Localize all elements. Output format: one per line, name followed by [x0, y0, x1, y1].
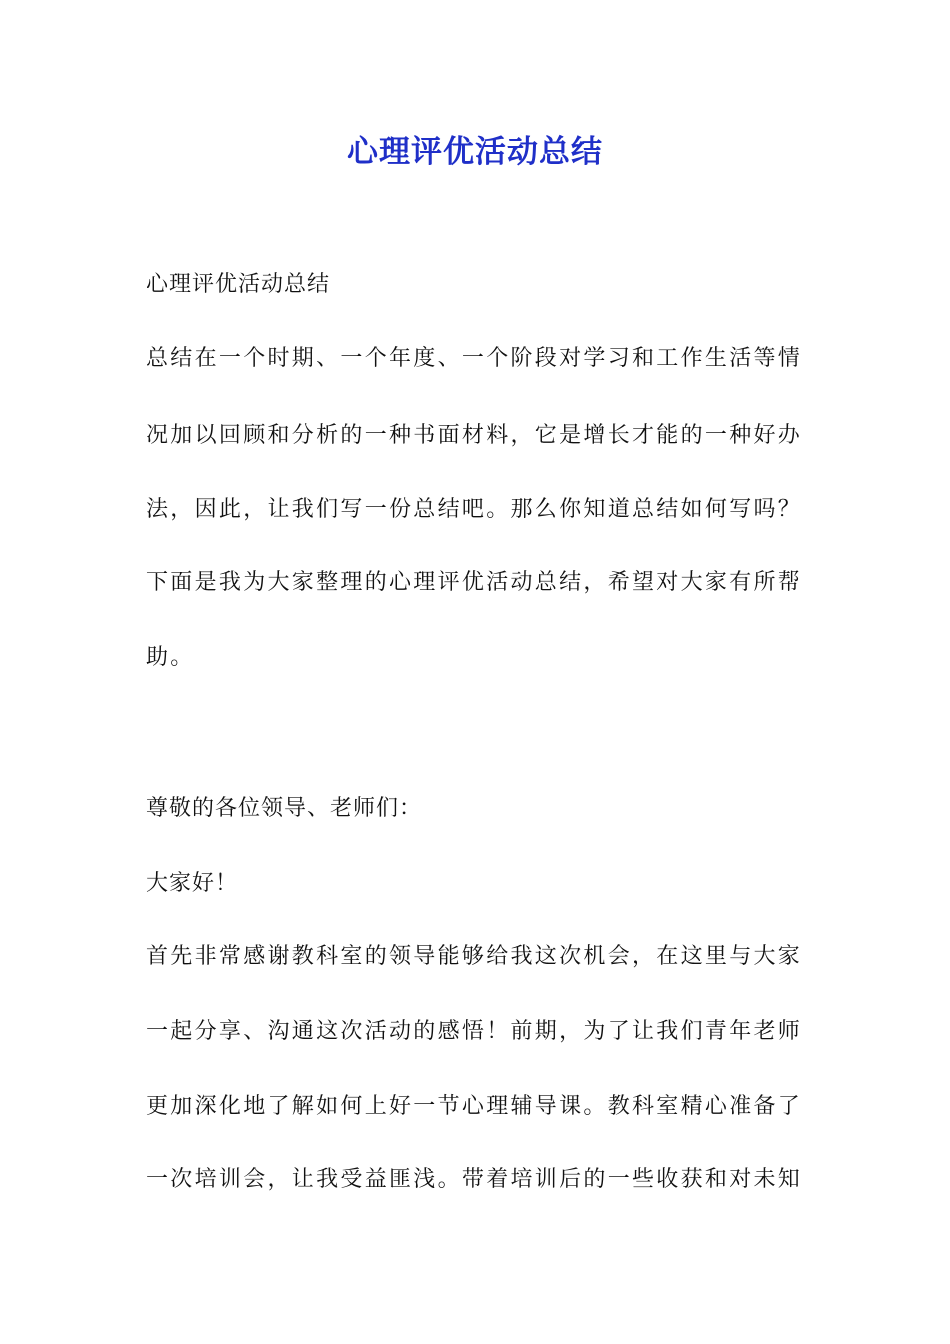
intro-line: 总结在一个时期、一个年度、一个阶段对学习和工作生活等情 — [146, 346, 803, 371]
body-line: 一次培训会，让我受益匪浅。带着培训后的一些收获和对未知 — [146, 1167, 803, 1192]
intro-line: 助。 — [146, 645, 195, 670]
document-title: 心理评优活动总结 — [347, 134, 603, 170]
salutation: 尊敬的各位领导、老师们： — [146, 796, 423, 821]
greeting: 大家好！ — [146, 871, 239, 896]
body-line: 更加深化地了解如何上好一节心理辅导课。教科室精心准备了 — [146, 1094, 803, 1119]
body-line: 首先非常感谢教科室的领导能够给我这次机会，在这里与大家 — [146, 944, 803, 969]
body-line: 一起分享、沟通这次活动的感悟！前期，为了让我们青年老师 — [146, 1019, 803, 1044]
intro-line: 况加以回顾和分析的一种书面材料，它是增长才能的一种好办 — [146, 423, 803, 448]
intro-line: 下面是我为大家整理的心理评优活动总结，希望对大家有所帮 — [146, 570, 803, 595]
document-subtitle: 心理评优活动总结 — [146, 272, 331, 297]
intro-line: 法，因此，让我们写一份总结吧。那么你知道总结如何写吗？ — [146, 497, 803, 522]
